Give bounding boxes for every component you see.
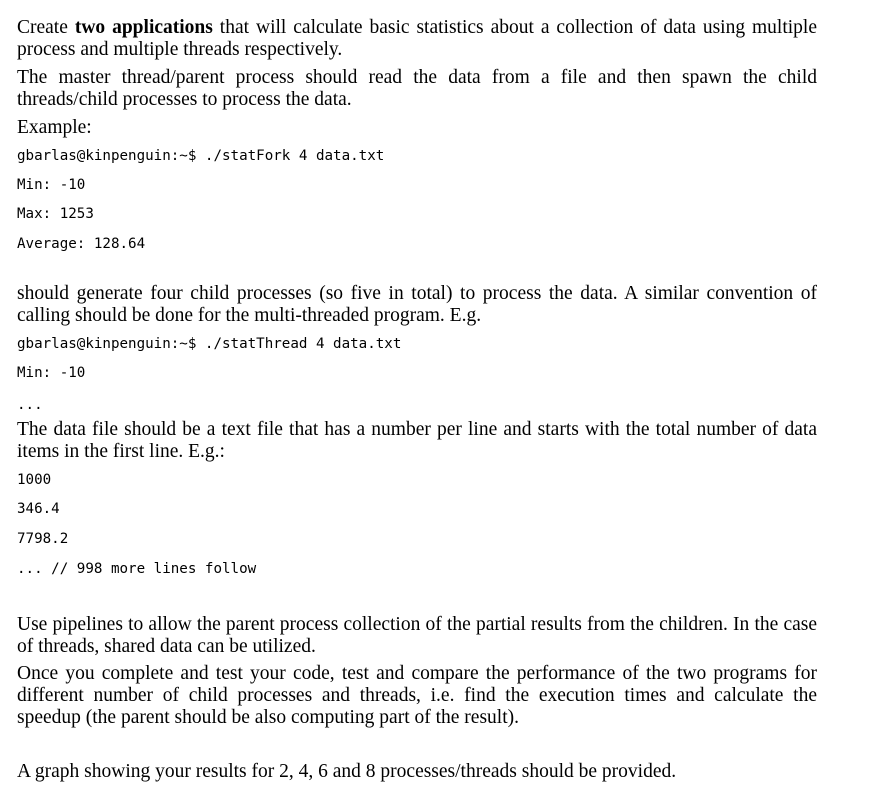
fork-min-output: Min: -10 — [17, 177, 86, 193]
data-line-value-1: 346.4 — [17, 501, 60, 517]
intro-bold-text: two applications — [74, 17, 213, 38]
thread-command-line: gbarlas@kinpenguin:~$ ./statThread 4 data.txt — [17, 336, 402, 352]
pipelines-paragraph: Use pipelines to allow the parent process collection of the partial results from the children. In the case of threads, shared data can be utilized. — [17, 614, 817, 657]
data-file-paragraph: The data file should be a text file that has a number per line and starts with the total number of data items in the first line. E.g.: — [17, 419, 817, 462]
thread-ellipsis: ... — [17, 397, 43, 413]
intro-prefix: Create — [17, 17, 75, 38]
master-paragraph: The master thread/parent process should read the data from a file and then spawn the child threads/child processes to process the data. — [17, 67, 817, 110]
data-line-more: ... // 998 more lines follow — [17, 561, 257, 577]
example-label: Example: — [17, 117, 92, 138]
data-line-value-2: 7798.2 — [17, 531, 69, 547]
intro-paragraph — [17, 17, 817, 61]
graph-paragraph: A graph showing your results for 2, 4, 6 and 8 processes/threads should be provided. — [17, 761, 677, 782]
data-line-count: 1000 — [17, 472, 52, 488]
fork-command-line: gbarlas@kinpenguin:~$ ./statFork 4 data.txt — [17, 148, 385, 164]
fork-average-output: Average: 128.64 — [17, 236, 146, 252]
fork-max-output: Max: 1253 — [17, 206, 94, 222]
performance-paragraph: Once you complete and test your code, test and compare the performance of the two programs for different number of child processes and threads, i.e. find the execution times and calculate the speedup (the parent should be also computing part of the result). — [17, 663, 817, 728]
fork-explanation-paragraph: should generate four child processes (so five in total) to process the data. A similar convention of calling should be done for the multi-threaded program. E.g. — [17, 283, 817, 326]
thread-min-output: Min: -10 — [17, 365, 86, 381]
intro-suffix: that will calculate basic statistics about a collection of data using multiple process and multiple threads respectively. — [17, 17, 818, 60]
